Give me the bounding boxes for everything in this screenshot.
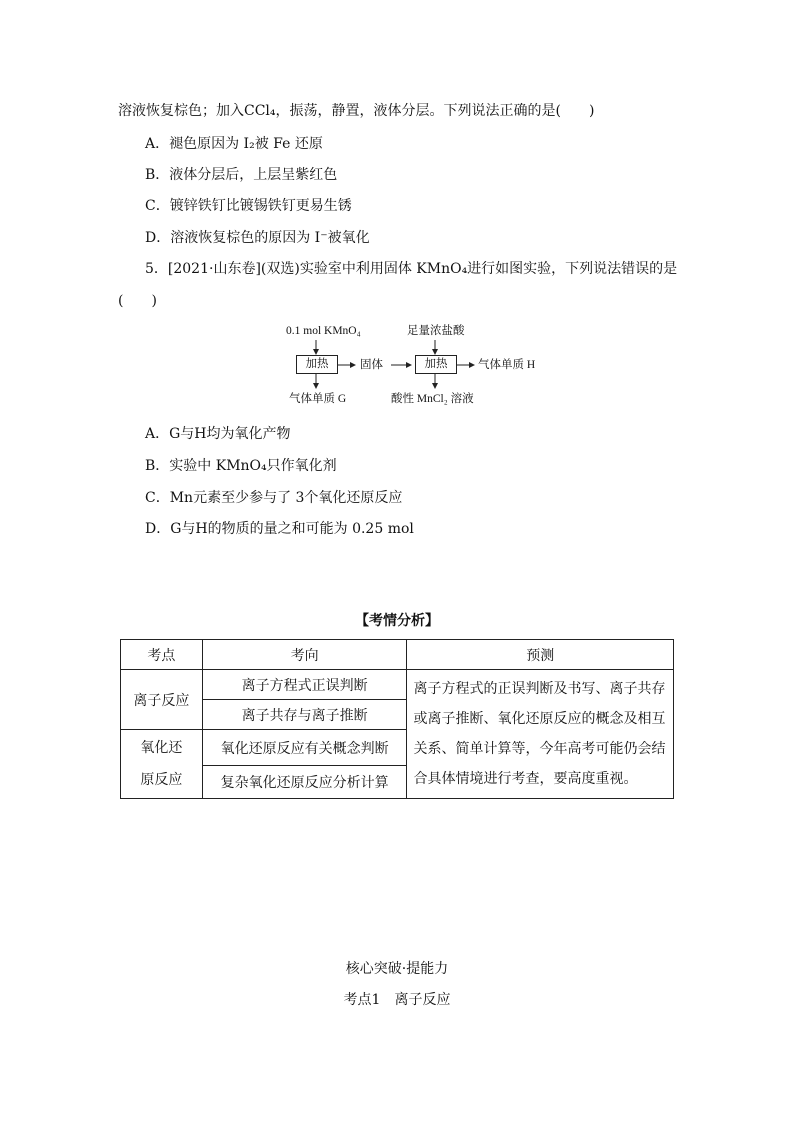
header-topic: 考点 [121, 640, 203, 670]
analysis-table [120, 639, 674, 799]
topic-redox-reaction [121, 730, 203, 799]
prediction-cell: 离子方程式的正误判断及书写、离子共存或离子推断、氧化还原反应的概念及相互关系、简单计算等，今年高考可能仍会结合具体情境进行考查，要高度重视。 [407, 670, 674, 799]
question5-stem-line2: ( ) [118, 293, 157, 309]
topic-ionic-reaction: 离子反应 [121, 670, 203, 730]
subsection-heading: 考点1 离子反应 [343, 992, 451, 1008]
question5-stem-line1: 5．[2021·山东卷](双选)实验室中利用固体 KMnO₄进行如图实验，下列说法错误的是 [145, 261, 678, 277]
experiment-flow-diagram [280, 322, 550, 412]
question4-option-c: C．镀锌铁钉比镀锡铁钉更易生锈 [145, 198, 352, 214]
diagram-gas-h: 气体单质 H [478, 359, 536, 371]
diagram-solid: 固体 [360, 359, 383, 371]
table-row [121, 670, 674, 700]
question5-option-d: D．G与H的物质的量之和可能为 0.25 mol [145, 521, 414, 537]
header-prediction: 预测 [407, 640, 674, 670]
question4-option-a: A．褪色原因为 I₂被 Fe 还原 [145, 136, 323, 152]
diagram-acid: 足量浓盐酸 [407, 325, 465, 337]
question5-option-b: B．实验中 KMnO₄只作氧化剂 [145, 458, 337, 474]
header-direction: 考向 [202, 640, 407, 670]
section-heading: 核心突破·提能力 [345, 961, 449, 977]
topic-redox-line2: 原反应 [140, 772, 183, 788]
question5-option-c: C．Mn元素至少参与了 3个氧化还原反应 [145, 490, 403, 506]
question4-option-b: B．液体分层后，上层呈紫红色 [145, 167, 338, 183]
direction-cell: 离子共存与离子推断 [202, 700, 407, 730]
question5-option-a: A．G与H均为氧化产物 [145, 426, 291, 442]
direction-cell: 离子方程式正误判断 [202, 670, 407, 700]
table-header-row [121, 640, 674, 670]
direction-cell: 氧化还原反应有关概念判断 [202, 730, 407, 766]
direction-cell: 复杂氧化还原反应分析计算 [202, 766, 407, 799]
analysis-caption: 【考情分析】 [355, 613, 439, 629]
diagram-gas-g: 气体单质 G [289, 393, 347, 405]
topic-redox-line1: 氧化还 [140, 740, 183, 756]
diagram-solution: 酸性 MnCl₂ 溶液 [391, 393, 474, 405]
diagram-heat-box-2: 加热 [415, 355, 457, 374]
question4-option-d: D．溶液恢复棕色的原因为 I⁻被氧化 [145, 230, 370, 246]
diagram-heat-box-1: 加热 [296, 355, 338, 374]
question4-stem: 溶液恢复棕色；加入CCl₄，振荡，静置，液体分层。下列说法正确的是( ) [118, 103, 595, 119]
diagram-reactant: 0.1 mol KMnO₄ [286, 325, 361, 337]
